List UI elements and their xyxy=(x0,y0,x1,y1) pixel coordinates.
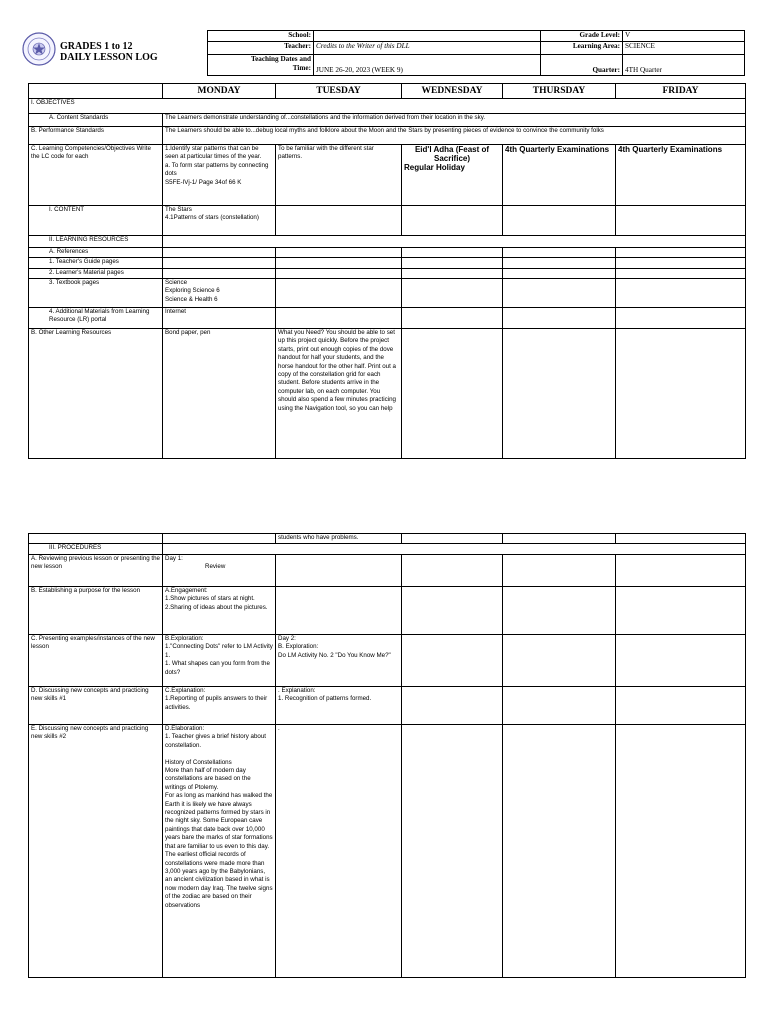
c-wed xyxy=(402,635,503,687)
b-fri xyxy=(616,587,746,635)
other-resources-monday: Bond paper, pen xyxy=(163,329,276,459)
lesson-log-table-page1 xyxy=(28,83,746,459)
learning-area-value: SCIENCE xyxy=(623,42,745,55)
quarter-value: 4TH Quarter xyxy=(623,55,745,76)
tg-tue xyxy=(276,258,402,269)
b-thu xyxy=(503,587,616,635)
references-thu xyxy=(503,248,616,258)
c-fri xyxy=(616,635,746,687)
log-title xyxy=(60,41,158,63)
teaching-dates-label-line2: Time: xyxy=(292,64,311,72)
learning-area-label: Learning Area: xyxy=(541,42,623,55)
cont-fri xyxy=(616,534,746,544)
deped-seal-logo xyxy=(22,32,56,66)
e-fri xyxy=(616,725,746,978)
quarter-label: Quarter: xyxy=(541,55,623,76)
textbook-fri xyxy=(616,279,746,308)
d-thu xyxy=(503,687,616,725)
title-line-1: GRADES 1 to 12 xyxy=(60,41,133,52)
lm-mon xyxy=(163,269,276,279)
learning-competencies-label: C. Learning Competencies/Objectives Write the LC code for each xyxy=(29,145,163,206)
other-resources-tuesday-continued: students who have problems. xyxy=(276,534,402,544)
tg-wed xyxy=(402,258,503,269)
b-wed xyxy=(402,587,503,635)
lc-wednesday xyxy=(402,145,503,206)
additional-materials-label: 4. Additional Materials from Learning Resource (LR) portal xyxy=(29,308,163,329)
content-tuesday xyxy=(276,206,402,236)
references-label: A. References xyxy=(29,248,163,258)
other-resources-label: B. Other Learning Resources xyxy=(29,329,163,459)
other-fri xyxy=(616,329,746,459)
objectives-heading: I. OBJECTIVES xyxy=(29,99,746,114)
day-1-label: Day 1: xyxy=(165,555,183,562)
teachers-guide-label: 1. Teacher's Guide pages xyxy=(29,258,163,269)
content-wednesday xyxy=(402,206,503,236)
lesson-log-table-page2 xyxy=(28,533,746,978)
tg-fri xyxy=(616,258,746,269)
additional-tue xyxy=(276,308,402,329)
review-label: Review xyxy=(205,563,226,571)
a-wed xyxy=(402,555,503,587)
textbook-pages-label: 3. Textbook pages xyxy=(29,279,163,308)
presenting-examples-label: C. Presenting examples/instances of the new lesson xyxy=(29,635,163,687)
title-line-2: DAILY LESSON LOG xyxy=(60,52,158,63)
procedures-heading: III. PROCEDURES xyxy=(29,544,163,555)
lm-tue xyxy=(276,269,402,279)
grade-level-value: V xyxy=(623,31,745,42)
reviewing-lesson-label: A. Reviewing previous lesson or presenting the new lesson xyxy=(29,555,163,587)
d-fri xyxy=(616,687,746,725)
lm-thu xyxy=(503,269,616,279)
content-standards-label: A. Content Standards xyxy=(29,114,163,127)
content-monday: The Stars 4.1Patterns of stars (constellation) xyxy=(163,206,276,236)
textbook-monday: Science Exploring Science 6 Science & Health 6 xyxy=(163,279,276,308)
lc-tuesday: To be familiar with the different star patterns. xyxy=(276,145,402,206)
other-thu xyxy=(503,329,616,459)
presenting-monday: B.Exploration: 1."Connecting Dots" refer to LM Activity 1. 1. What shapes can you form from the dots? xyxy=(163,635,276,687)
learning-resources-heading: II. LEARNING RESOURCES xyxy=(29,236,163,248)
procedures-row xyxy=(163,544,746,555)
teaching-dates-value: JUNE 26-20, 2023 (WEEK 9) xyxy=(314,55,541,76)
references-mon xyxy=(163,248,276,258)
day-thursday: THURSDAY xyxy=(503,84,616,99)
textbook-thu xyxy=(503,279,616,308)
day-monday: MONDAY xyxy=(163,84,276,99)
content-friday xyxy=(616,206,746,236)
lm-fri xyxy=(616,269,746,279)
day-tuesday: TUESDAY xyxy=(276,84,402,99)
establishing-monday: A.Engagement: 1.Show pictures of stars at night. 2.Sharing of ideas about the pictures. xyxy=(163,587,276,635)
learners-material-label: 2. Learner's Material pages xyxy=(29,269,163,279)
day-friday: FRIDAY xyxy=(616,84,746,99)
c-thu xyxy=(503,635,616,687)
discussing-skills-2-label: E. Discussing new concepts and practicing new skills #2 xyxy=(29,725,163,978)
e-thu xyxy=(503,725,616,978)
tg-thu xyxy=(503,258,616,269)
corner-cell xyxy=(29,84,163,99)
discussing-skills-1-label: D. Discussing new concepts and practicing new skills #1 xyxy=(29,687,163,725)
a-tue xyxy=(276,555,402,587)
cont-thu xyxy=(503,534,616,544)
grade-level-label: Grade Level: xyxy=(541,31,623,42)
textbook-wed xyxy=(402,279,503,308)
establishing-purpose-label: B. Establishing a purpose for the lesson xyxy=(29,587,163,635)
references-tue xyxy=(276,248,402,258)
a-thu xyxy=(503,555,616,587)
other-wed xyxy=(402,329,503,459)
holiday-type: Regular Holiday xyxy=(404,163,465,172)
lc-friday: 4th Quarterly Examinations xyxy=(616,145,746,206)
e-wed xyxy=(402,725,503,978)
reviewing-monday xyxy=(163,555,276,587)
teacher-value: Credits to the Writer of this DLL xyxy=(314,42,541,55)
other-resources-tuesday: What you Need? You should be able to set up this project quickly. Before the project starts, print out enough copies of the dove handout for half your students, and the horse handout for the other half. Print out a copy of the constellation grid for each student. Before students arrive in the computer lab, on each computer. You should also spend a few minutes practicing using the Navigation tool, so you can help xyxy=(276,329,402,459)
content-standards-text: The Learners demonstrate understanding of...constellations and the information derived from their location in the sky. xyxy=(163,114,746,127)
day-wednesday: WEDNESDAY xyxy=(402,84,503,99)
learning-resources-row xyxy=(163,236,746,248)
cont-mon xyxy=(163,534,276,544)
additional-materials-monday: Internet xyxy=(163,308,276,329)
lc-thursday: 4th Quarterly Examinations xyxy=(503,145,616,206)
school-value xyxy=(314,31,541,42)
b-tue xyxy=(276,587,402,635)
teacher-label: Teacher: xyxy=(208,42,314,55)
discussing-1-tuesday: . Explanation: 1. Recognition of patterns formed. xyxy=(276,687,402,725)
teaching-dates-label xyxy=(208,55,314,76)
holiday-name: Eid'l Adha (Feast of Sacrifice) xyxy=(414,145,490,163)
school-label: School: xyxy=(208,31,314,42)
lm-wed xyxy=(402,269,503,279)
additional-fri xyxy=(616,308,746,329)
cont-wed xyxy=(402,534,503,544)
cont-label xyxy=(29,534,163,544)
references-wed xyxy=(402,248,503,258)
header-info-table xyxy=(207,30,745,76)
discussing-2-monday: D.Elaboration: 1. Teacher gives a brief history about constellation. History of Constellations More than half of modern day constellations are based on the writings of Ptolemy. For as long as mankind has walked the Earth it is likely we have always recognized patterns formed by stars in the night sky. Some European cave paintings that date back over 10,000 years bare the marks of star formations that are familiar to us even to this day. The earliest official records of constellations were made more than 3,000 years ago by the Babylonians, an ancient civilization based in what is now modern day Iraq. The twelve signs of the zodiac are based on their observations xyxy=(163,725,276,978)
lc-monday: 1.Identify star patterns that can be seen at particular times of the year. a. To form star patterns by connecting dots S5FE-IVj-1/ Page 34of 66 K xyxy=(163,145,276,206)
teaching-dates-label-line1: Teaching Dates and xyxy=(250,55,311,63)
additional-wed xyxy=(402,308,503,329)
a-fri xyxy=(616,555,746,587)
tg-mon xyxy=(163,258,276,269)
discussing-1-monday: C.Explanation: 1.Reporting of pupils answers to their activities. xyxy=(163,687,276,725)
additional-thu xyxy=(503,308,616,329)
performance-standards-text: The Learners should be able to...debug local myths and folklore about the Moon and the Stars by presenting pieces of evidence to convince the community folks xyxy=(163,127,746,145)
performance-standards-label: B. Performance Standards xyxy=(29,127,163,145)
content-thursday xyxy=(503,206,616,236)
presenting-tuesday: Day 2: B. Exploration: Do LM Activity No. 2 "Do You Know Me?" xyxy=(276,635,402,687)
discussing-2-tuesday: . xyxy=(276,725,402,978)
content-label: I. CONTENT xyxy=(29,206,163,236)
textbook-tue xyxy=(276,279,402,308)
d-wed xyxy=(402,687,503,725)
references-fri xyxy=(616,248,746,258)
